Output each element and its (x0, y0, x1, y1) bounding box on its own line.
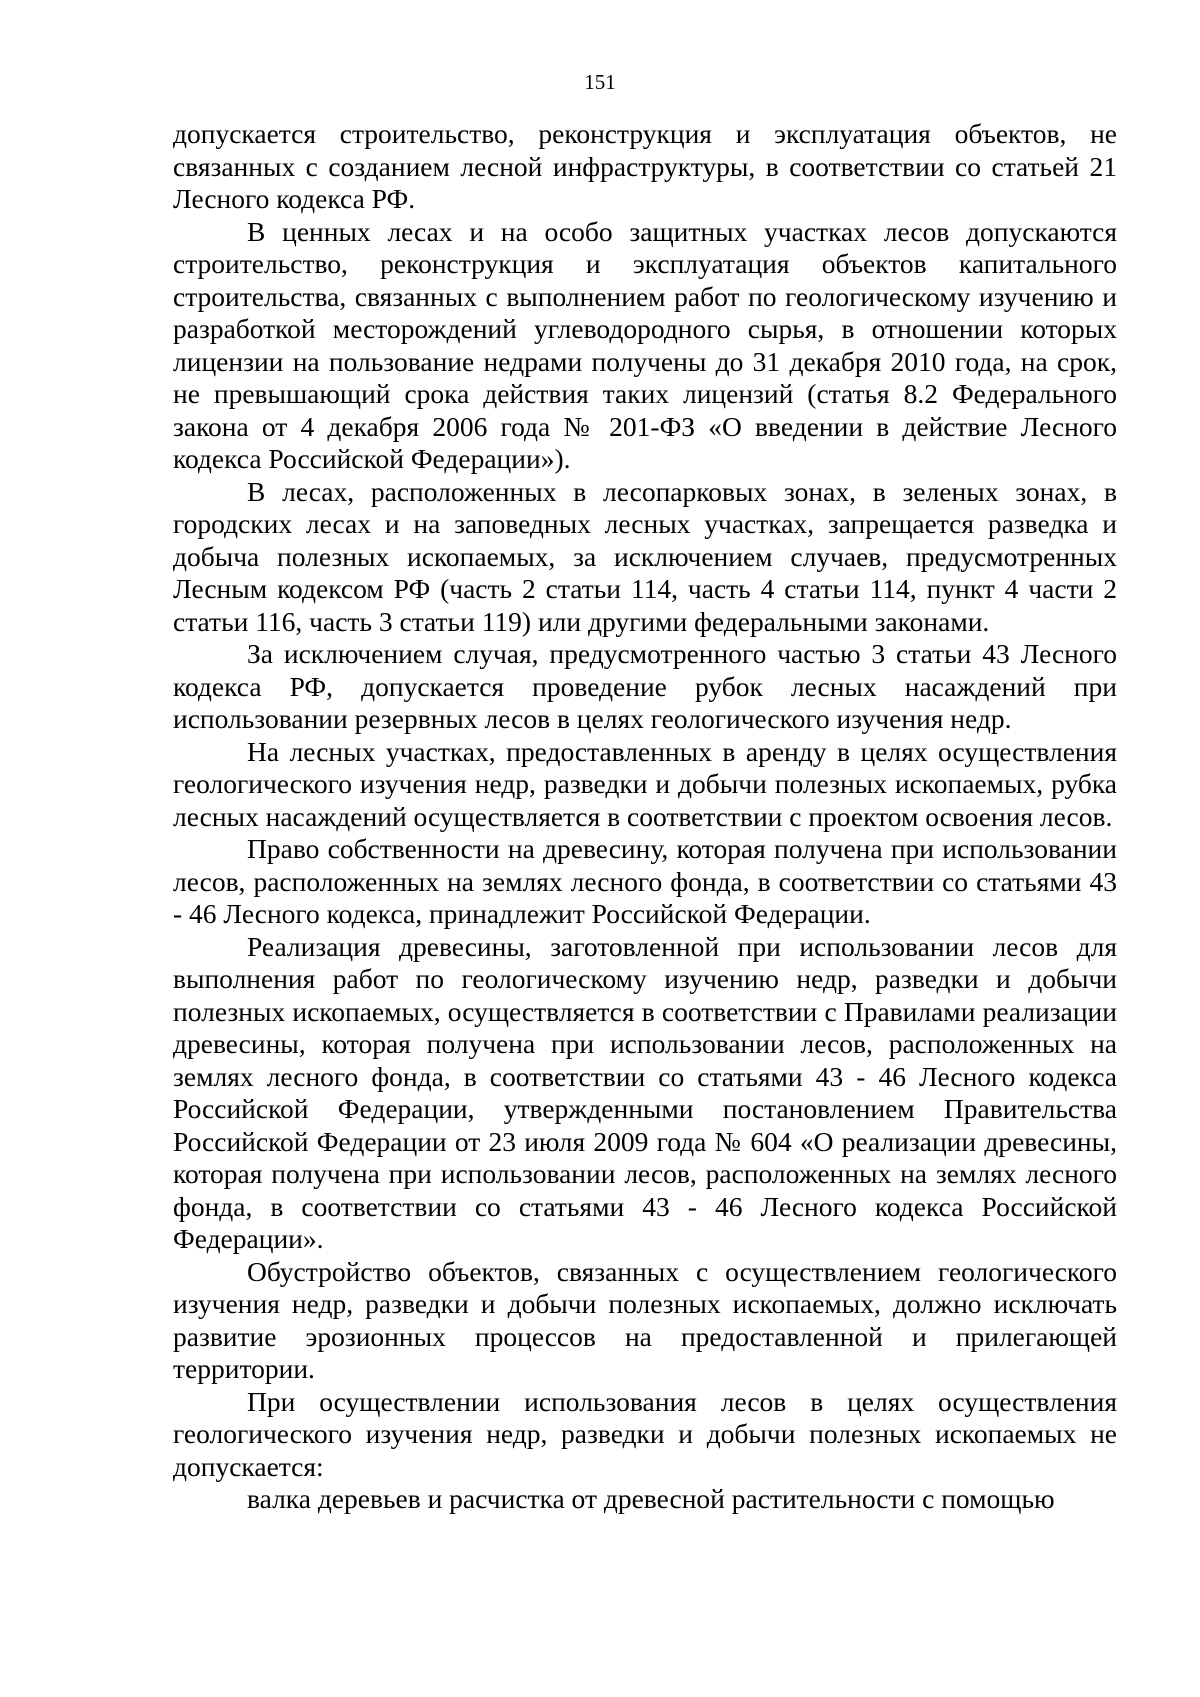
paragraph-8: Обустройство объектов, связанных с осуществлением геологического изучения недр, разведки и добычи полезных ископаемых, должно исключать развитие эрозионных процессов на предоставленной и прилегающей территории. (173, 1255, 1117, 1384)
paragraph-3: В лесах, расположенных в лесопарковых зонах, в зеленых зонах, в городских лесах и на заповедных лесных участках, запрещается разведка и добыча полезных ископаемых, за исключением случаев, предусмотренных Лесным кодексом РФ (часть 2 статьи 114, часть 4 статьи 114, пункт 4 части 2 статьи 116, часть 3 статьи 119) или другими федеральными законами. (173, 475, 1117, 637)
paragraph-6: Право собственности на древесину, которая получена при использовании лесов, расположенных на землях лесного фонда, в соответствии со статьями 43 - 46 Лесного кодекса, принадлежит Российской Федерации. (173, 833, 1117, 929)
page-number: 151 (584, 70, 616, 94)
paragraph-4: За исключением случая, предусмотренного частью 3 статьи 43 Лесного кодекса РФ, допускается проведение рубок лесных насаждений при использовании резервных лесов в целях геологического изучения недр. (173, 638, 1117, 734)
paragraph-2: В ценных лесах и на особо защитных участках лесов допускаются строительство, реконструкция и эксплуатация объектов капитального строительства, связанных с выполнением работ по геологическому изучению и разработкой месторождений углеводородного сырья, в отношении которых лицензии на пользование недрами получены до 31 декабря 2010 года, на срок, не превышающий срока действия таких лицензий (статья 8.2 Федерального закона от 4 декабря 2006 года № 201-ФЗ «О введении в действие Лесного кодекса Российской Федерации»). (173, 215, 1117, 474)
document-body (173, 118, 1117, 1516)
paragraph-5: На лесных участках, предоставленных в аренду в целях осуществления геологического изучения недр, разведки и добычи полезных ископаемых, рубка лесных насаждений осуществляется в соответствии с проектом освоения лесов. (173, 735, 1117, 832)
paragraph-1: допускается строительство, реконструкция и эксплуатация объектов, не связанных с созданием лесной инфраструктуры, в соответствии со статьей 21 Лесного кодекса РФ. (173, 118, 1117, 214)
paragraph-7: Реализация древесины, заготовленной при использовании лесов для выполнения работ по геологическому изучению недр, разведки и добычи полезных ископаемых, осуществляется в соответствии с Правилами реализации древесины, которая получена при использовании лесов, расположенных на землях лесного фонда, в соответствии со статьями 43 - 46 Лесного кодекса Российской Федерации, утвержденными постановлением Правительства Российской Федерации от 23 июля 2009 года № 604 «О реализации древесины, которая получена при использовании лесов, расположенных на землях лесного фонда, в соответствии со статьями 43 - 46 Лесного кодекса Российской Федерации». (173, 930, 1117, 1254)
paragraph-10: валка деревьев и расчистка от древесной растительности с помощью (247, 1483, 1055, 1514)
paragraph-9: При осуществлении использования лесов в целях осуществления геологического изучения недр, разведки и добычи полезных ископаемых не допускается: (173, 1385, 1117, 1482)
